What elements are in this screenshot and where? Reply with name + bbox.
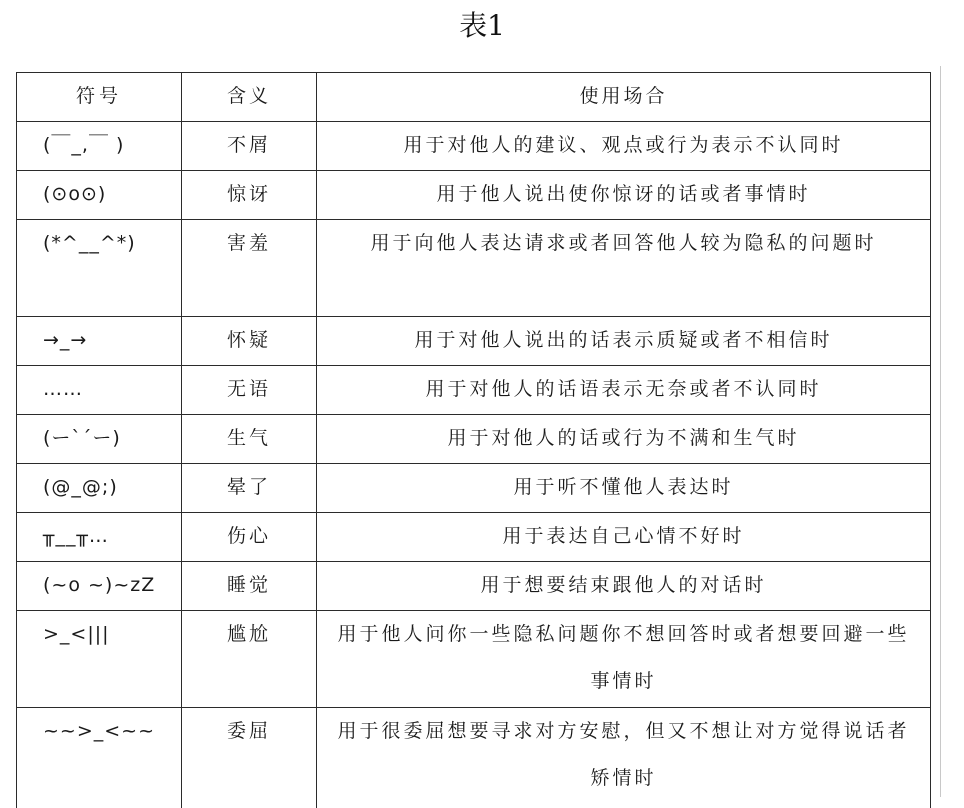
cell-meaning: 晕了 — [182, 464, 317, 513]
table-row — [17, 611, 931, 708]
cell-meaning: 无语 — [182, 366, 317, 415]
cell-meaning: 尴尬 — [182, 611, 317, 708]
cell-meaning: 生气 — [182, 415, 317, 464]
cell-usage: 用于对他人的话语表示无奈或者不认同时 — [317, 366, 931, 415]
table-row — [17, 317, 931, 366]
cell-symbol: (~o ~)~zZ — [17, 562, 182, 611]
header-usage: 使用场合 — [317, 73, 931, 122]
table-row — [17, 708, 931, 808]
table-row — [17, 513, 931, 562]
cell-symbol: …… — [17, 366, 182, 415]
table-title: 表1 — [0, 4, 964, 48]
cell-usage: 用于向他人表达请求或者回答他人较为隐私的问题时 — [317, 220, 931, 317]
cell-meaning: 惊讶 — [182, 171, 317, 220]
cell-meaning: 睡觉 — [182, 562, 317, 611]
cell-usage: 用于对他人的建议、观点或行为表示不认同时 — [317, 122, 931, 171]
cell-usage: 用于想要结束跟他人的对话时 — [317, 562, 931, 611]
cell-symbol: ~~>_<~~ — [17, 708, 182, 808]
table-row — [17, 220, 931, 317]
cell-usage: 用于对他人的话或行为不满和生气时 — [317, 415, 931, 464]
cell-usage: 用于他人问你一些隐私问题你不想回答时或者想要回避一些事情时 — [317, 611, 931, 708]
cell-symbol: (*^__^*) — [17, 220, 182, 317]
table-row — [17, 366, 931, 415]
header-meaning: 含义 — [182, 73, 317, 122]
cell-symbol: ╥__╥… — [17, 513, 182, 562]
table-row — [17, 122, 931, 171]
cell-meaning: 害羞 — [182, 220, 317, 317]
cell-usage: 用于对他人说出的话表示质疑或者不相信时 — [317, 317, 931, 366]
cell-usage: 用于听不懂他人表达时 — [317, 464, 931, 513]
cell-symbol: (ー`´ー) — [17, 415, 182, 464]
emoticon-table — [16, 72, 931, 808]
cell-symbol: →_→ — [17, 317, 182, 366]
cell-meaning: 不屑 — [182, 122, 317, 171]
cell-meaning: 伤心 — [182, 513, 317, 562]
page-edge-line — [940, 66, 941, 797]
table-row — [17, 415, 931, 464]
cell-usage: 用于表达自己心情不好时 — [317, 513, 931, 562]
cell-meaning: 怀疑 — [182, 317, 317, 366]
table-row — [17, 464, 931, 513]
table-header-row — [17, 73, 931, 122]
cell-usage: 用于很委屈想要寻求对方安慰，但又不想让对方觉得说话者矫情时 — [317, 708, 931, 808]
cell-usage: 用于他人说出使你惊讶的话或者事情时 — [317, 171, 931, 220]
cell-symbol: (￣_,￣ ) — [17, 122, 182, 171]
cell-symbol: >_<||| — [17, 611, 182, 708]
table-row — [17, 562, 931, 611]
header-symbol: 符号 — [17, 73, 182, 122]
cell-meaning: 委屈 — [182, 708, 317, 808]
table-row — [17, 171, 931, 220]
cell-symbol: (@_@;) — [17, 464, 182, 513]
cell-symbol: (⊙o⊙) — [17, 171, 182, 220]
